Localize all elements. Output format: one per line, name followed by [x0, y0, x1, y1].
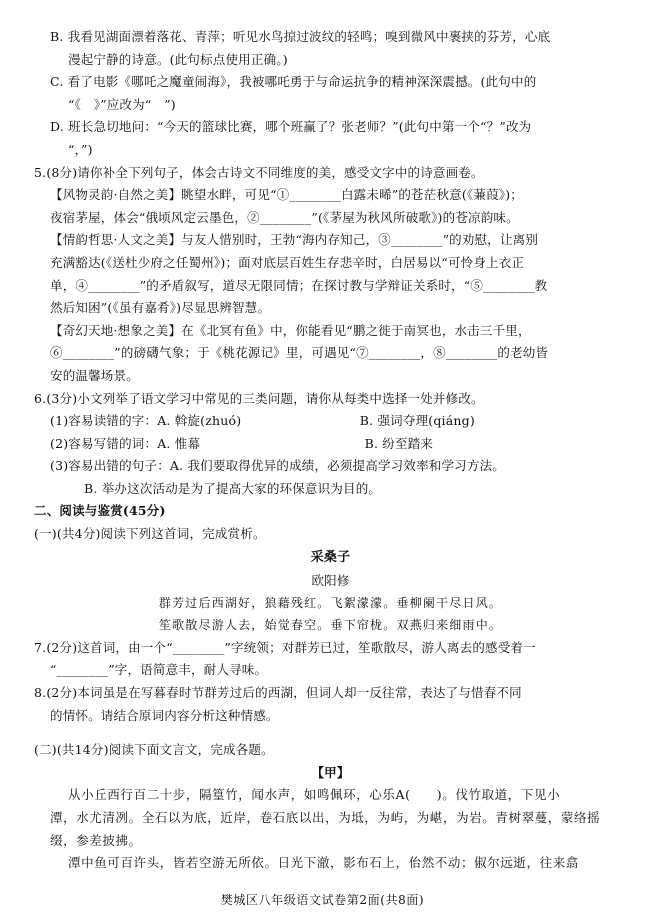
- q7-line1: 7.(2分)这首词，由一个“________”字统领；对群芳已过，笙歌散尽，游人离去的感受着一: [34, 639, 536, 655]
- poem-author: 欧阳修: [311, 572, 350, 588]
- q5-line: 夜宿茅屋，体会“俄顷风定云墨色，②________”(《茅屋为秋风所破歌》)的苍凉韵味。: [50, 209, 519, 225]
- q4-option-c-line2: “《 》”应改为“ ”): [68, 96, 176, 112]
- passage-line: 潭，水尤清冽。全石以为底，近岸，卷石底以出，为坻，为屿，为嵁，为岩。青树翠蔓，蒙络摇: [50, 810, 601, 825]
- q5-line: ⑥________”的磅礴气象；于《桃花源记》里，可遇见“⑦________，⑧________的老幼皆: [50, 345, 549, 361]
- q5-line: 【风物灵韵·自然之美】眺望水畔，可见“①________白露未晞”的苍茫秋意(《蒹葭》)；: [50, 187, 524, 203]
- q6-item3-line2: B. 举办这次活动是为了提高大家的环保意识为目的。: [84, 480, 382, 496]
- passage-line: 潭中鱼可百许头，皆若空游无所依。日光下澈，影布石上，佁然不动；俶尔远逝，往来翕: [68, 855, 579, 871]
- poem-line-2: 笙歌散尽游人去，始觉春空。垂下帘栊。双燕归来细雨中。: [158, 618, 503, 633]
- q4-option-b-line1: B. 我看见湖面漂着落花、青萍；听见水鸟掠过波纹的轻鸣；嗅到微风中裹挟的芬芳，心底: [50, 29, 551, 44]
- q5-line: 【奇幻天地·想象之美】在《北冥有鱼》中，你能看见“鹏之徙于南冥也，水击三千里，: [50, 322, 531, 338]
- part1-stem: (一)(共4分)阅读下列这首词，完成赏析。: [34, 526, 266, 542]
- q5-line: 然后知困”(《虽有嘉肴》)尽显思辨智慧。: [50, 300, 271, 316]
- q6-item3-line1: (3)容易出错的句子：A. 我们要取得优异的成绩，必须提高学习效率和学习方法。: [50, 458, 505, 474]
- q5-line: 单，④________”的矛盾叙写，道尽无限同情；在探讨教与学辩证关系时，“⑤________教: [50, 277, 548, 293]
- q4-option-b-line2: 漫起宁静的诗意。(此句标点使用正确。): [68, 51, 288, 67]
- poem-title: 采桑子: [310, 549, 351, 565]
- q5-line: 【情韵哲思·人文之美】与友人惜别时，王勃“海内存知己，③________”的劝慰，让离别: [50, 232, 539, 248]
- q8-line2: 的情怀。请结合原词内容分析这种情感。: [50, 707, 279, 723]
- part2-label: 【甲】: [311, 764, 350, 780]
- page-footer: 樊城区八年级语文试卷第2面(共8面): [220, 893, 425, 907]
- passage-line: 缀，参差披拂。: [50, 832, 142, 848]
- q6-item2-a: (2)容易写错的词：A. 惟幕: [50, 435, 201, 451]
- q4-option-d-line2: “，”): [68, 141, 93, 157]
- q5-line: 充满豁达(《送杜少府之任蜀州》)；面对底层百姓生存悲辛时，白居易以“可怜身上衣正: [50, 254, 525, 270]
- q6-stem: 6.(3分)小文列举了语文学习中常见的三类问题，请你从每类中选择一处并修改。: [34, 390, 484, 406]
- q5-line: 安的温馨场景。: [50, 367, 139, 383]
- q6-item1-a: (1)容易读错的字：A. 斡旋(zhuó): [50, 413, 242, 429]
- q4-option-d-line1: D. 班长急切地问：“今天的篮球比赛，哪个班赢了？张老师？”(此句中第一个“？”改为: [50, 119, 532, 135]
- passage-line: 从小丘西行百二十步，隔篁竹，闻水声，如鸣佩环，心乐A( )。伐竹取道，下见小: [68, 787, 561, 803]
- q7-line2: “________”字，语简意丰，耐人寻味。: [50, 662, 268, 678]
- q6-item2-b: B. 纷至踏来: [364, 435, 434, 451]
- section2-heading: 二、阅读与鉴赏(45分): [34, 503, 166, 519]
- q5-body: [50, 184, 611, 387]
- q5-stem: 5.(8分)请你补全下列句子，体会古诗文不同维度的美，感受文字中的诗意画卷。: [34, 164, 484, 180]
- q6-item1: [50, 410, 611, 433]
- q6-item1-b: B. 强词夺理(qiáng): [359, 413, 475, 429]
- q8-line1: 8.(2分)本词虽是在写暮春时节群芳过后的西湖，但词人却一反往常，表达了与惜春不同: [34, 685, 522, 701]
- part2-stem: (二)(共14分)阅读下面文言文，完成各题。: [34, 742, 274, 758]
- q4-option-c-line1: C. 看了电影《哪吒之魔童闹海》，我被哪吒勇于与命运抗争的精神深深震撼。(此句中的: [50, 74, 537, 90]
- q6-item2: [50, 433, 611, 456]
- poem-line-1: 群芳过后西湖好，狼藉残红。飞絮濛濛。垂柳阑干尽日风。: [158, 595, 503, 610]
